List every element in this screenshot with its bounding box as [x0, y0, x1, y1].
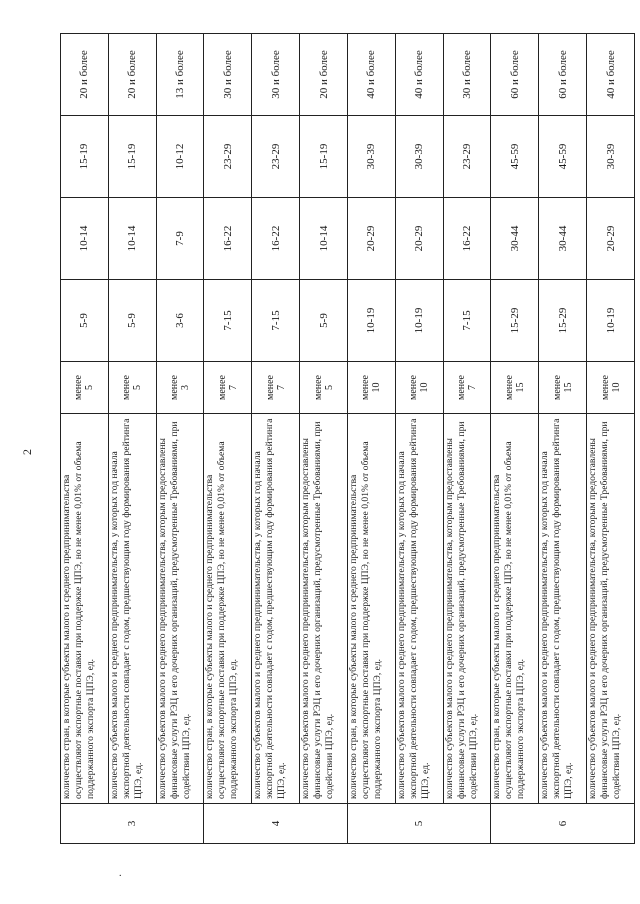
threshold-range-v4: 20 и более — [61, 34, 109, 116]
threshold-less-than — [395, 362, 443, 414]
threshold-range-v3: 45-59 — [491, 116, 539, 198]
threshold-range-v2: 10-14 — [300, 198, 348, 280]
threshold-less-than — [491, 362, 539, 414]
threshold-range-v1: 10-19 — [395, 280, 443, 362]
threshold-range-v2: 30-44 — [539, 198, 587, 280]
group-number: 4 — [204, 804, 347, 844]
threshold-range-v3: 15-19 — [108, 116, 156, 198]
less-value: 5 — [323, 385, 335, 390]
threshold-range-v2: 30-44 — [491, 198, 539, 280]
threshold-range-v3: 15-19 — [61, 116, 109, 198]
less-label: менее — [360, 375, 372, 400]
threshold-range-v4: 40 и более — [347, 34, 395, 116]
page-number: 2 — [20, 449, 34, 455]
indicator-description: количество субъектов малого и среднего предпринимательства, которым предоставлены финансовые услуги РЭЦ и его дочерних организаций, предусмотренные Требованиями, при содействии ЦПЭ, ед. — [300, 414, 348, 804]
table-row — [347, 34, 395, 844]
table-row — [491, 34, 539, 844]
threshold-less-than — [587, 362, 635, 414]
indicator-description: количество стран, в которые субъекты малого и среднего предпринимательства осуществляют экспортные поставки при поддержке ЦПЭ, но не менее 0,01% от объема поддержанного экспорта ЦПЭ, ед. — [204, 414, 252, 804]
less-label: менее — [121, 375, 133, 400]
less-value: 15 — [514, 382, 526, 393]
threshold-range-v4: 60 и более — [539, 34, 587, 116]
threshold-range-v1: 10-19 — [347, 280, 395, 362]
threshold-less-than — [443, 362, 491, 414]
threshold-range-v4: 40 и более — [395, 34, 443, 116]
threshold-range-v3: 23-29 — [204, 116, 252, 198]
group-number: 5 — [347, 804, 490, 844]
threshold-range-v3: 10-12 — [156, 116, 204, 198]
less-value: 5 — [132, 385, 144, 390]
threshold-range-v3: 23-29 — [252, 116, 300, 198]
less-value: 10 — [371, 382, 383, 393]
rotated-table-wrapper — [60, 34, 635, 844]
less-label: менее — [408, 375, 420, 400]
indicator-description: количество субъектов малого и среднего предпринимательства, которым предоставлены финансовые услуги РЭЦ и его дочерних организаций, предусмотренные Требованиями, при содействии ЦПЭ, ед. — [156, 414, 204, 804]
threshold-range-v2: 10-14 — [61, 198, 109, 280]
threshold-range-v3: 45-59 — [539, 116, 587, 198]
indicator-description: количество стран, в которые субъекты малого и среднего предпринимательства осуществляют экспортные поставки при поддержке ЦПЭ, но не менее 0,01% от объема поддержанного экспорта ЦПЭ, ед. — [347, 414, 395, 804]
threshold-range-v1: 5-9 — [108, 280, 156, 362]
table-row — [108, 34, 156, 844]
indicator-description: количество субъектов малого и среднего предпринимательства, которым предоставлены финансовые услуги РЭЦ и его дочерних организаций, предусмотренные Требованиями, при содействии ЦПЭ, ед. — [443, 414, 491, 804]
threshold-range-v4: 20 и более — [300, 34, 348, 116]
less-value: 10 — [610, 382, 622, 393]
stray-mark: . — [119, 868, 122, 879]
threshold-range-v4: 20 и более — [108, 34, 156, 116]
criteria-table — [60, 33, 635, 844]
threshold-less-than — [252, 362, 300, 414]
less-label: менее — [551, 375, 563, 400]
threshold-range-v2: 7-9 — [156, 198, 204, 280]
threshold-range-v2: 16-22 — [252, 198, 300, 280]
threshold-range-v1: 5-9 — [61, 280, 109, 362]
threshold-range-v2: 16-22 — [443, 198, 491, 280]
threshold-range-v2: 16-22 — [204, 198, 252, 280]
threshold-less-than — [204, 362, 252, 414]
indicator-description: количество стран, в которые субъекты малого и среднего предпринимательства осуществляют экспортные поставки при поддержке ЦПЭ, но не менее 0,01% от объема поддержанного экспорта ЦПЭ, ед. — [491, 414, 539, 804]
threshold-range-v1: 7-15 — [443, 280, 491, 362]
threshold-range-v4: 30 и более — [252, 34, 300, 116]
less-label: менее — [264, 375, 276, 400]
table-row — [204, 34, 252, 844]
less-label: менее — [73, 375, 85, 400]
threshold-less-than — [539, 362, 587, 414]
threshold-range-v1: 5-9 — [300, 280, 348, 362]
table-row — [300, 34, 348, 844]
threshold-range-v2: 20-29 — [347, 198, 395, 280]
table-row — [61, 34, 109, 844]
threshold-range-v3: 15-19 — [300, 116, 348, 198]
threshold-range-v4: 30 и более — [204, 34, 252, 116]
table-row — [539, 34, 587, 844]
indicator-description: количество субъектов малого и среднего предпринимательства, которым предоставлены финансовые услуги РЭЦ и его дочерних организаций, предусмотренные Требованиями, при содействии ЦПЭ, ед. — [587, 414, 635, 804]
less-value: 5 — [84, 385, 96, 390]
less-label: менее — [312, 375, 324, 400]
threshold-range-v3: 30-39 — [587, 116, 635, 198]
threshold-range-v3: 30-39 — [395, 116, 443, 198]
threshold-range-v1: 15-29 — [491, 280, 539, 362]
threshold-range-v2: 20-29 — [395, 198, 443, 280]
indicator-description: количество субъектов малого и среднего предпринимательства, у которых год начала экспортной деятельности совпадает с годом, предшествующим году формирования рейтинга ЦПЭ, ед. — [108, 414, 156, 804]
indicator-description: количество субъектов малого и среднего предпринимательства, у которых год начала экспортной деятельности совпадает с годом, предшествующим году формирования рейтинга ЦПЭ, ед. — [539, 414, 587, 804]
table-body — [61, 34, 635, 844]
threshold-less-than — [156, 362, 204, 414]
threshold-range-v2: 10-14 — [108, 198, 156, 280]
threshold-range-v1: 15-29 — [539, 280, 587, 362]
threshold-range-v4: 60 и более — [491, 34, 539, 116]
table-row — [395, 34, 443, 844]
threshold-less-than — [347, 362, 395, 414]
threshold-range-v2: 20-29 — [587, 198, 635, 280]
less-value: 10 — [419, 382, 431, 393]
table-row — [443, 34, 491, 844]
less-label: менее — [216, 375, 228, 400]
less-label: менее — [169, 375, 181, 400]
threshold-less-than — [108, 362, 156, 414]
table-row — [587, 34, 635, 844]
threshold-range-v1: 7-15 — [252, 280, 300, 362]
indicator-description: количество субъектов малого и среднего предпринимательства, у которых год начала экспортной деятельности совпадает с годом, предшествующим году формирования рейтинга ЦПЭ, ед. — [252, 414, 300, 804]
group-number: 3 — [61, 804, 204, 844]
threshold-range-v4: 40 и более — [587, 34, 635, 116]
less-value: 7 — [275, 385, 287, 390]
less-value: 3 — [180, 385, 192, 390]
less-value: 7 — [227, 385, 239, 390]
threshold-range-v3: 23-29 — [443, 116, 491, 198]
less-label: менее — [456, 375, 468, 400]
less-label: менее — [503, 375, 515, 400]
table-row — [252, 34, 300, 844]
indicator-description: количество субъектов малого и среднего предпринимательства, у которых год начала экспортной деятельности совпадает с годом, предшествующим году формирования рейтинга ЦПЭ, ед. — [395, 414, 443, 804]
threshold-less-than — [61, 362, 109, 414]
threshold-range-v4: 13 и более — [156, 34, 204, 116]
threshold-range-v3: 30-39 — [347, 116, 395, 198]
less-value: 15 — [562, 382, 574, 393]
threshold-range-v1: 10-19 — [587, 280, 635, 362]
threshold-less-than — [300, 362, 348, 414]
group-number: 6 — [491, 804, 635, 844]
less-label: менее — [599, 375, 611, 400]
threshold-range-v1: 3-6 — [156, 280, 204, 362]
threshold-range-v1: 7-15 — [204, 280, 252, 362]
indicator-description: количество стран, в которые субъекты малого и среднего предпринимательства осуществляют экспортные поставки при поддержке ЦПЭ, но не менее 0,01% от объема поддержанного экспорта ЦПЭ, ед. — [61, 414, 109, 804]
threshold-range-v4: 30 и более — [443, 34, 491, 116]
less-value: 7 — [467, 385, 479, 390]
table-row — [156, 34, 204, 844]
